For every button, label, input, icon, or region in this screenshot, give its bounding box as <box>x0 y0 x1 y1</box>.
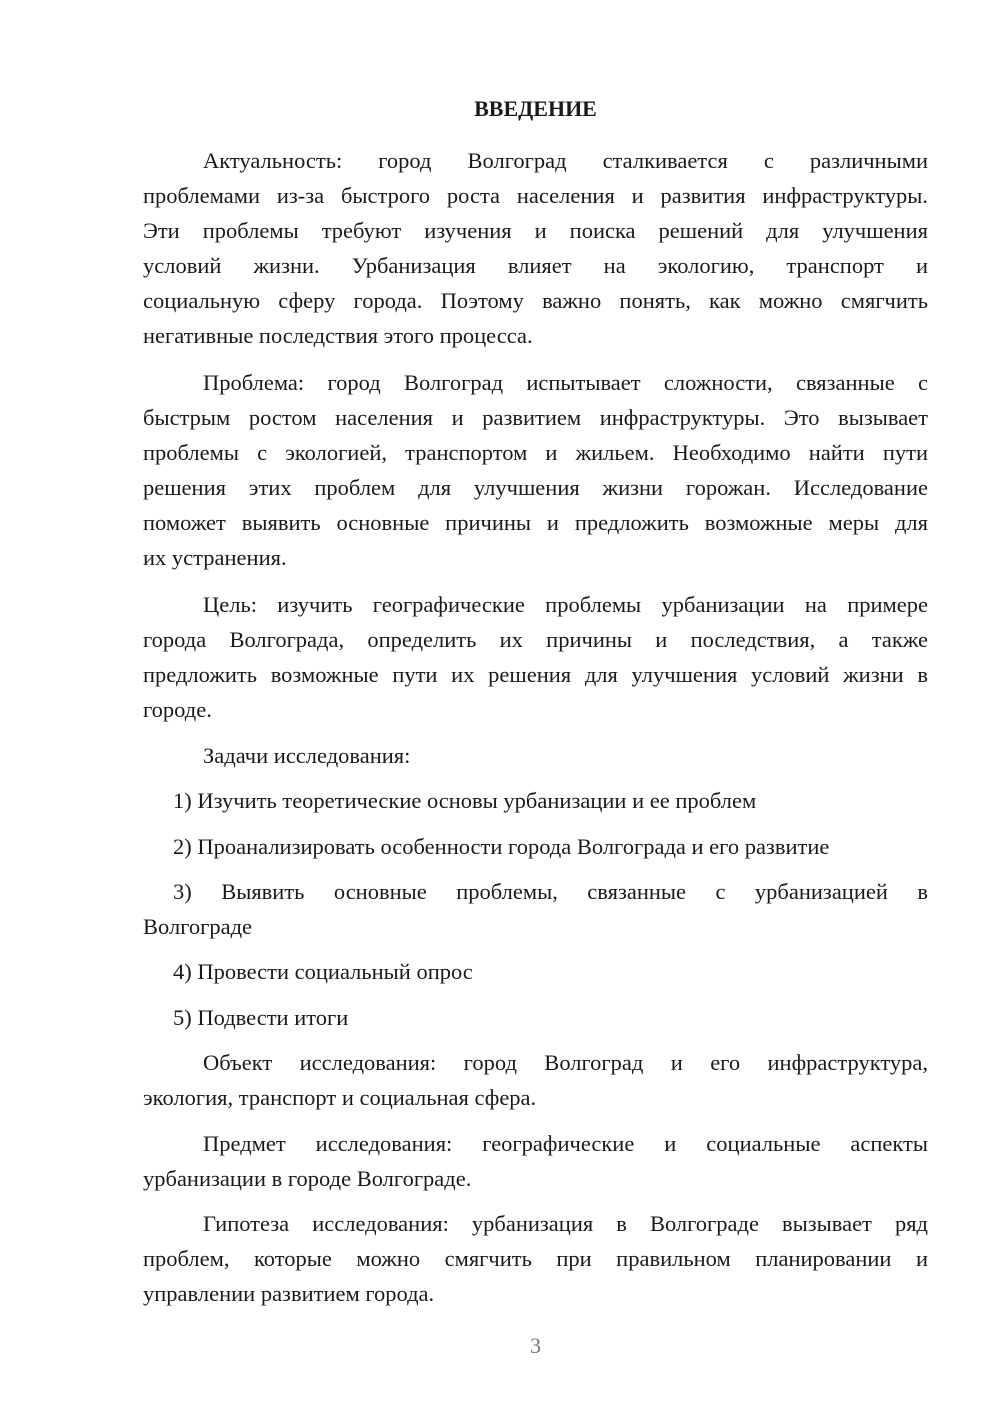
text-line: 5) Подвести итоги <box>173 1005 349 1030</box>
text-line: экология, транспорт и социальная сфера. <box>143 1085 537 1110</box>
text-line: предложить возможные пути их решения для улучшения условий жизни в <box>143 662 928 687</box>
text-line: проблемы с экологией, транспортом и жильем. Необходимо найти пути <box>143 440 928 465</box>
text-line: управлении развитием города. <box>143 1281 435 1306</box>
text-line: урбанизации в городе Волгограде. <box>143 1166 472 1191</box>
paragraph <box>143 1206 928 1311</box>
text-line: 1) Изучить теоретические основы урбанизации и ее проблем <box>173 788 757 813</box>
paragraph <box>143 365 928 575</box>
paragraph <box>143 738 928 773</box>
text-line: города Волгограда, определить их причины и последствия, а также <box>143 627 928 652</box>
page-number: 3 <box>530 1333 541 1358</box>
text-line: их устранения. <box>143 545 287 570</box>
text-line: Гипотеза исследования: урбанизация в Волгограде вызывает ряд <box>203 1211 928 1236</box>
text-line: проблем, которые можно смягчить при правильном планировании и <box>143 1246 928 1271</box>
paragraph <box>143 1126 928 1196</box>
text-line: Объект исследования: город Волгоград и его инфраструктура, <box>203 1050 928 1075</box>
text-line: проблемами из-за быстрого роста населения и развития инфраструктуры. <box>143 183 928 208</box>
paragraph <box>143 783 928 818</box>
text-line: решения этих проблем для улучшения жизни горожан. Исследование <box>143 475 928 500</box>
paragraph <box>143 1045 928 1115</box>
paragraph <box>143 954 928 989</box>
paragraph <box>143 874 928 944</box>
paragraph <box>143 1000 928 1035</box>
text-line: Эти проблемы требуют изучения и поиска решений для улучшения <box>143 218 928 243</box>
text-line: негативные последствия этого процесса. <box>143 323 533 348</box>
text-line: Актуальность: город Волгоград сталкивается с различными <box>203 148 928 173</box>
text-line: социальную сферу города. Поэтому важно понять, как можно смягчить <box>143 288 928 313</box>
text-line: Цель: изучить географические проблемы урбанизации на примере <box>203 592 928 617</box>
text-line: Проблема: город Волгоград испытывает сложности, связанные с <box>203 370 928 395</box>
text-line: Предмет исследования: географические и социальные аспекты <box>203 1131 928 1156</box>
text-line: быстрым ростом населения и развитием инфраструктуры. Это вызывает <box>143 405 928 430</box>
text-line: условий жизни. Урбанизация влияет на экологию, транспорт и <box>143 253 928 278</box>
text-line: 4) Провести социальный опрос <box>173 959 473 984</box>
text-line: Задачи исследования: <box>203 743 411 768</box>
text-line: 3) Выявить основные проблемы, связанные с урбанизацией в <box>173 879 928 904</box>
paragraph <box>143 143 928 353</box>
paragraph <box>143 587 928 727</box>
text-line: городе. <box>143 697 212 722</box>
text-line: поможет выявить основные причины и предложить возможные меры для <box>143 510 928 535</box>
text-line: Волгограде <box>143 914 253 939</box>
section-title: ВВЕДЕНИЕ <box>474 96 597 121</box>
text-line: 2) Проанализировать особенности города Волгограда и его развитие <box>173 834 830 859</box>
paragraph <box>143 829 928 864</box>
